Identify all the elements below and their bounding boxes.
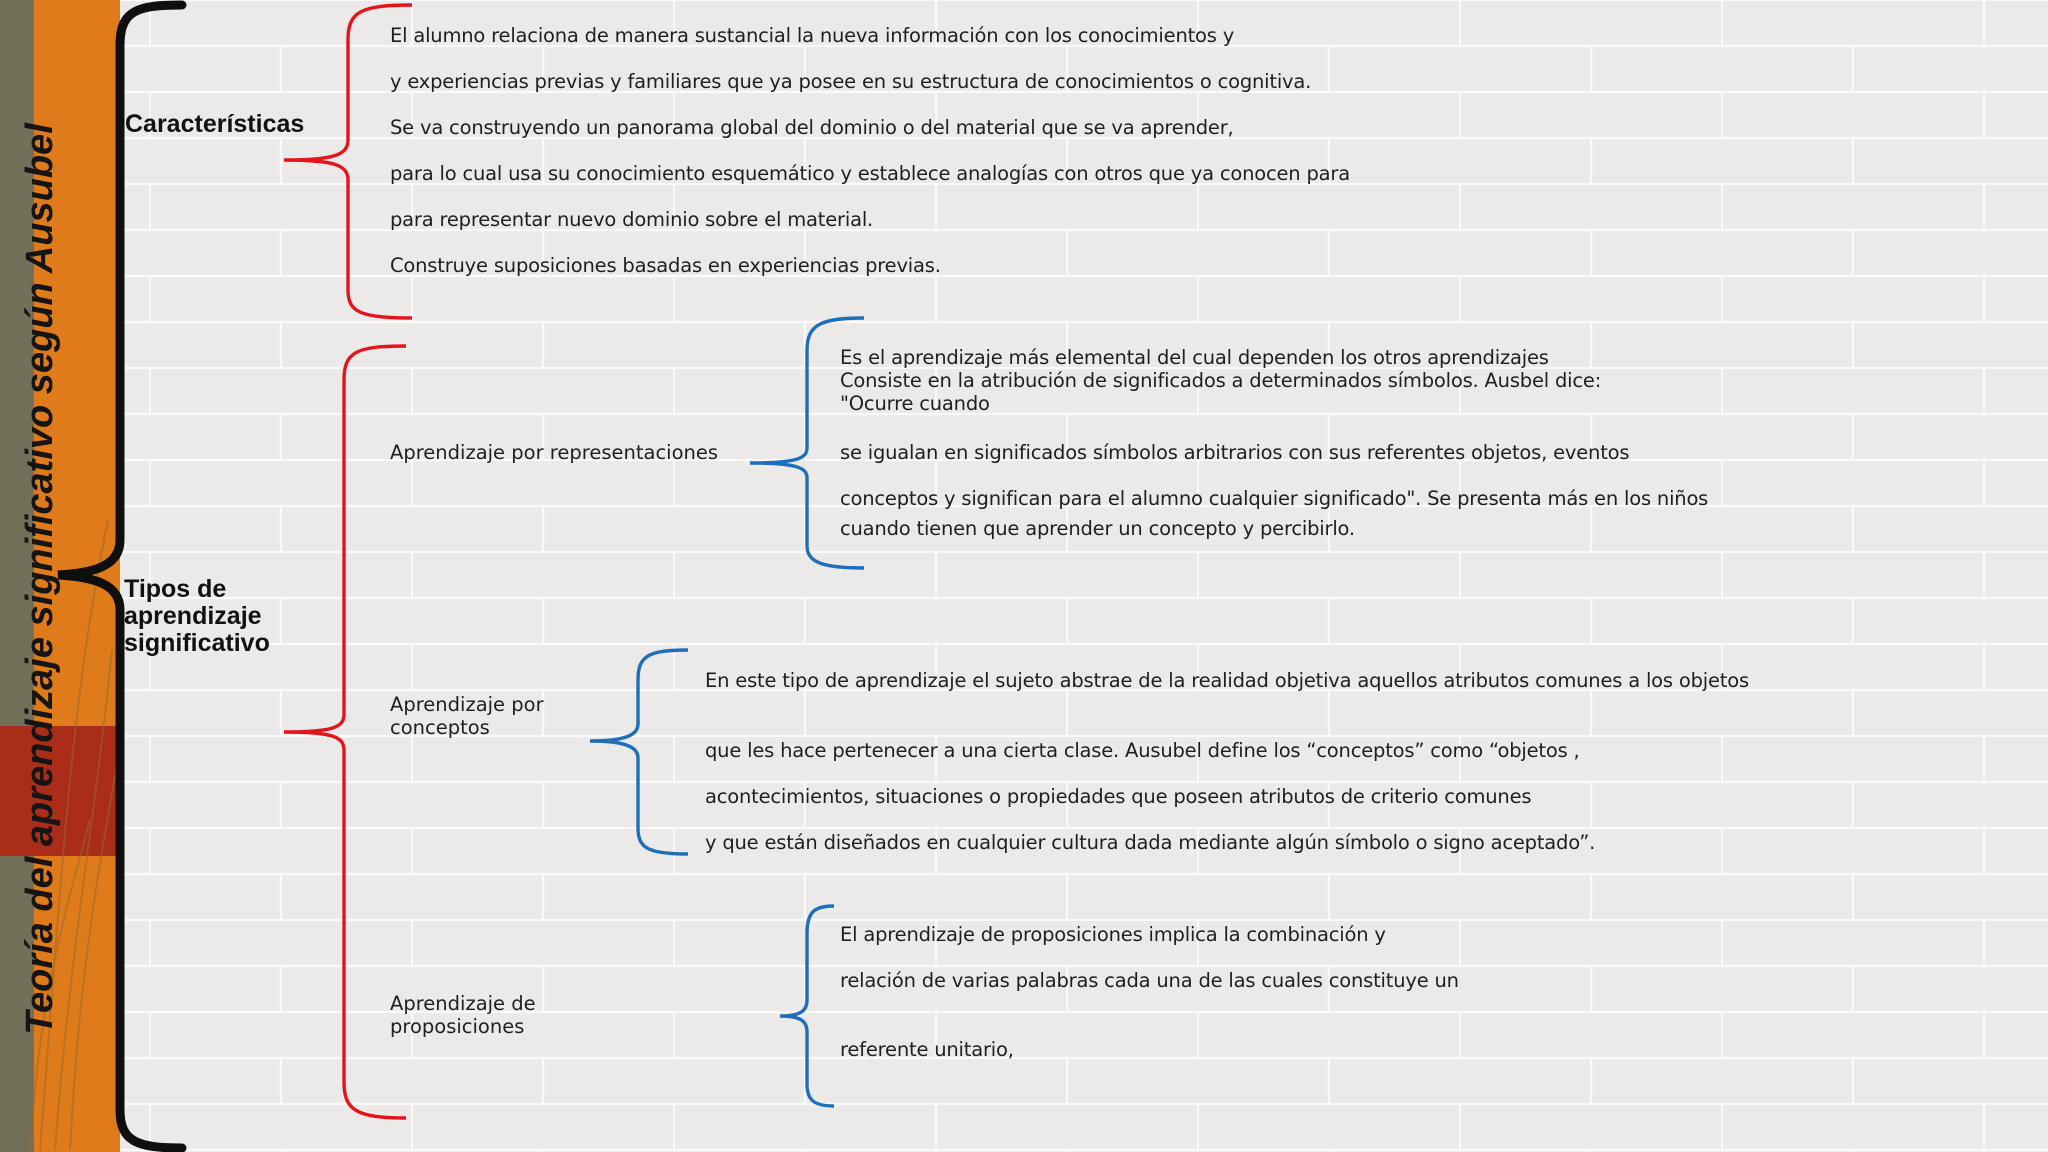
representaciones-line: Consiste en la atribución de significados a determinados símbolos. Ausbel dice: <box>840 369 1602 392</box>
conceptos-line: que les hace pertenecer a una cierta clase. Ausubel define los “conceptos” como “objetos , <box>705 739 1580 762</box>
proposiciones-label <box>390 992 536 1038</box>
tipos-heading-line: Tipos de <box>124 575 227 603</box>
tipos-heading-line: aprendizaje <box>124 602 262 630</box>
conceptos-label-line: Aprendizaje por <box>390 693 544 716</box>
representaciones-line: conceptos y significan para el alumno cualquier significado". Se presenta más en los niños <box>840 487 1709 510</box>
representaciones-label: Aprendizaje por representaciones <box>390 441 719 464</box>
caracteristicas-line: para lo cual usa su conocimiento esquemático y establece analogías con otros que ya conocen para <box>390 162 1350 185</box>
caracteristicas-line: para representar nuevo dominio sobre el material. <box>390 208 874 231</box>
caracteristicas-line: Construye suposiciones basadas en experiencias previas. <box>390 254 941 277</box>
conceptos-line: acontecimientos, situaciones o propiedades que poseen atributos de criterio comunes <box>705 785 1532 808</box>
tipos-heading <box>124 576 270 657</box>
representaciones-line: se igualan en significados símbolos arbitrarios con sus referentes objetos, eventos <box>840 441 1630 464</box>
conceptos-line: En este tipo de aprendizaje el sujeto abstrae de la realidad objetiva aquellos atributos comunes a los objetos <box>705 669 1749 692</box>
caracteristicas-line: y experiencias previas y familiares que ya posee en su estructura de conocimientos o cognitiva. <box>390 70 1312 93</box>
proposiciones-label-line: Aprendizaje de <box>390 992 536 1015</box>
conceptos-line: y que están diseñados en cualquier cultura dada mediante algún símbolo o signo aceptado”. <box>705 831 1596 854</box>
representaciones-line: cuando tienen que aprender un concepto y percibirlo. <box>840 517 1355 540</box>
proposiciones-line: referente unitario, <box>840 1038 1014 1061</box>
proposiciones-line: relación de varias palabras cada una de las cuales constituye un <box>840 969 1459 992</box>
representaciones-line: "Ocurre cuando <box>840 392 990 415</box>
conceptos-label <box>390 693 544 739</box>
representaciones-line: Es el aprendizaje más elemental del cual dependen los otros aprendizajes <box>840 346 1549 369</box>
caracteristicas-line: El alumno relaciona de manera sustancial la nueva información con los conocimientos y <box>390 24 1235 47</box>
proposiciones-label-line: proposiciones <box>390 1015 525 1038</box>
caracteristicas-heading: Características <box>125 110 305 138</box>
caracteristicas-line: Se va construyendo un panorama global del dominio o del material que se va aprender, <box>390 116 1234 139</box>
vertical-title: Teoría del aprendizaje significativo según Ausubel <box>19 123 61 1035</box>
conceptos-label-line: conceptos <box>390 716 490 739</box>
tipos-heading-line: significativo <box>124 629 270 657</box>
proposiciones-line: El aprendizaje de proposiciones implica la combinación y <box>840 923 1386 946</box>
